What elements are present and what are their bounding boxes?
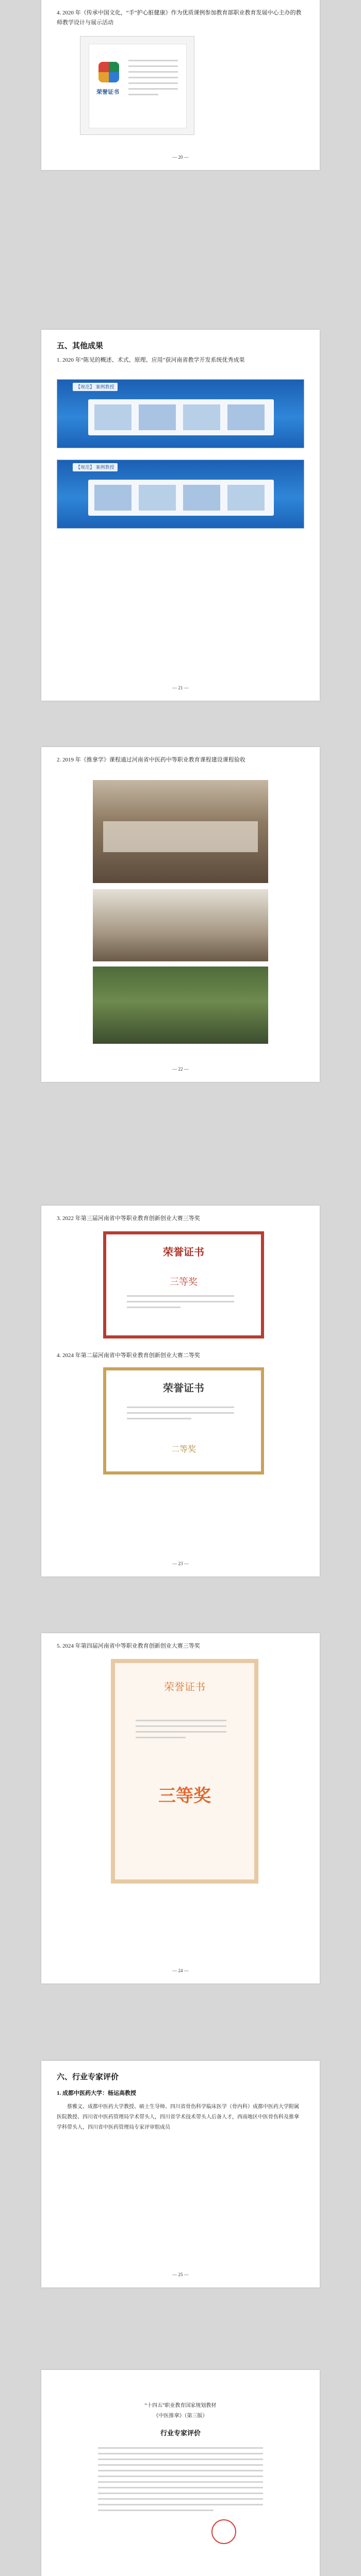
meeting-photo-2 [93,889,268,961]
certificate-red [103,1231,264,1338]
page-number: — 22 — [172,1066,189,1072]
logo-icon [99,62,119,82]
cert-red-title: 荣誉证书 [163,1247,204,1258]
certificate-title: 荣誉证书 [96,89,119,95]
certificate-gold [103,1367,264,1475]
page-number: — 21 — [172,685,189,690]
certificate-body [128,60,178,99]
expert-1-heading: 1. 成都中医药大学：杨运高教授 [57,2090,136,2096]
page-number: — 20 — [172,155,189,160]
cert-orange-award: 三等奖 [158,1787,211,1806]
page-7 [41,2370,320,2576]
page-2 [41,330,320,701]
page-5 [41,1633,320,1984]
expert-1-bio: 蔡雅文、成都中医药大学教授、硕士生导师、四川省骨伤科学临床医学（骨内科）成都中医药大学附属医院教授、四川省中医药管理局学术带头人，四川省学术技术带头人后备人才，西南地区中医骨伤科及推拿学科带头人，四川省中医药管理局专家评审组成员 [57,2104,299,2130]
signature-stamp-icon [211,2519,236,2544]
other-item-5: 5. 2024 年第四届河南省中等职业教育创新创业大赛三等奖 [57,1643,200,1649]
letter-1-heading: 行业专家评价 [160,2429,201,2437]
platform-screenshot-2 [57,460,304,529]
banner-tab: 【规范】 案例教授 [73,463,118,471]
other-item-3: 3. 2022 年第三届河南省中等职业教育创新创业大赛三等奖 [57,1215,200,1222]
letter-1-body [98,2447,263,2515]
certificate-orange [111,1659,258,1884]
other-item-2: 2. 2019 年《推拿学》课程通过河南省中医药中等职业教育课程建设课程验收 [57,757,245,763]
page-4 [41,1206,320,1577]
meeting-photo-3 [93,967,268,1044]
page-number: — 23 — [172,1561,189,1566]
banner-tab: 【规范】 案例教授 [73,383,118,391]
other-item-4: 4. 2024 年第二届河南省中等职业教育创新创业大赛二等奖 [57,1352,200,1359]
cert-orange-title: 荣誉证书 [164,1682,205,1693]
page-number: — 24 — [172,1968,189,1973]
section-heading: 五、其他成果 [57,342,104,350]
section-heading: 六、行业专家评价 [57,2073,119,2081]
platform-screenshot-1 [57,379,304,448]
achievement-item-4: 4. 2020 年《传承中国文化，“手”护心脏健康》作为优质课例参加教育部职业教育发展中心主办的教师教学设计与展示活动 [57,10,302,26]
letter-1-subtitle: 《中医推拿》（第三版） [153,2413,208,2419]
letter-1-title: “十四五”职业教育国家规划教材 [144,2403,217,2409]
page-number: — 25 — [172,2272,189,2277]
page-6 [41,2061,320,2287]
cert-gold-title: 荣誉证书 [163,1383,204,1394]
meeting-photo-1 [93,780,268,883]
cert-gold-award: 二等奖 [171,1445,196,1454]
cert-red-award: 三等奖 [170,1277,198,1287]
page-3 [41,747,320,1082]
other-item-1: 1. 2020 年“陈见的概述、术式、原理、应用”获河南省教学开发系统优秀成果 [57,357,245,363]
page-1 [41,0,320,170]
certificate-award [80,36,194,135]
